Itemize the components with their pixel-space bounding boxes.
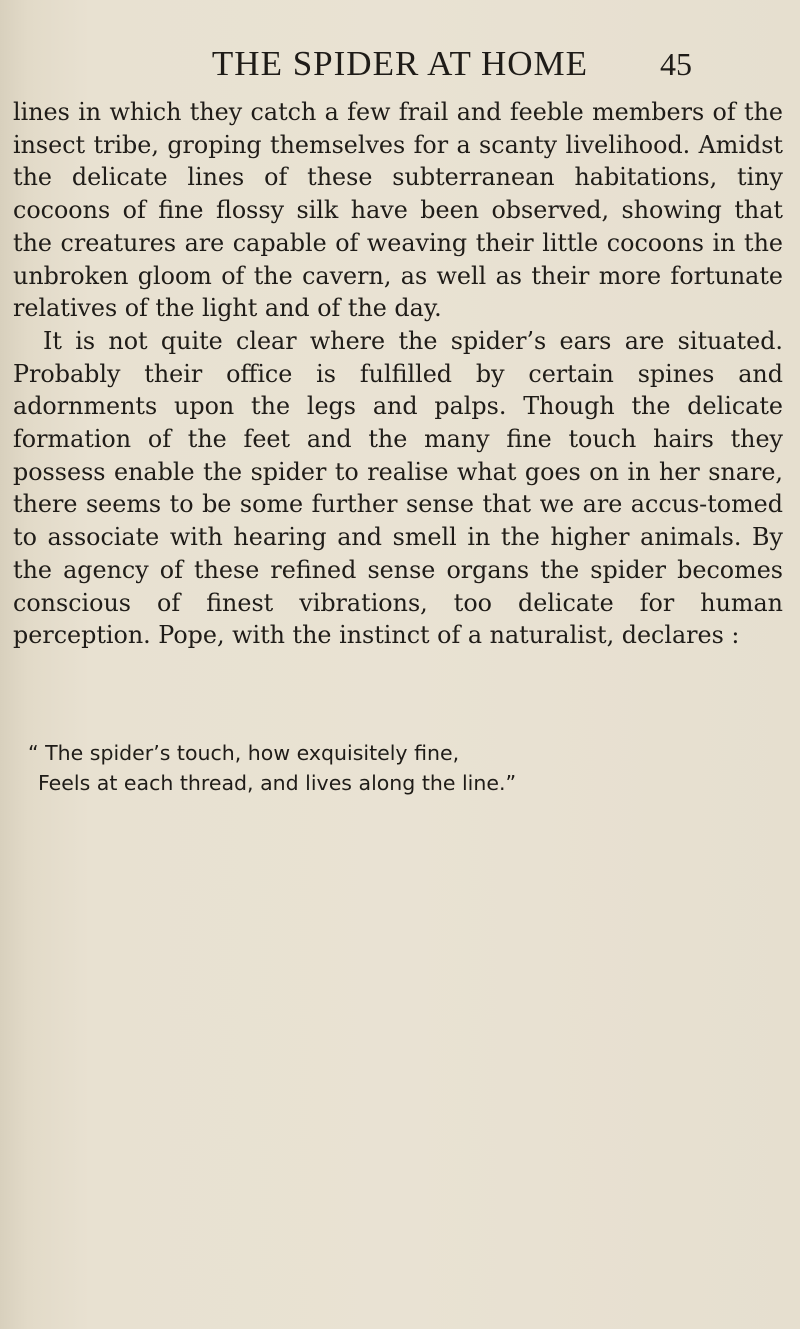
running-head [0,36,800,96]
verse-quotation [28,738,768,798]
quote-line-1: “ The spider’s touch, how exquisitely fine, [28,741,460,765]
paragraph-2: It is not quite clear where the spider’s ears are situated. Probably their office is fulfilled by certain spines and adornments upon the legs and palps. Though the delicate formation of the feet and the many fine touch hairs they possess enable the spider to realise what goes on in her snare, there seems to be some further sense that we are accus-tomed to associate with hearing and smell in the higher animals. By the agency of these refined sense organs the spider becomes conscious of finest vibrations, too delicate for human perception. Pope, with the instinct of a naturalist, declares : [13,326,783,650]
quote-line-2: Feels at each thread, and lives along the line.” [38,771,517,795]
paragraph-1: lines in which they catch a few frail and feeble members of the insect tribe, groping themselves for a scanty livelihood. Amidst the delicate lines of these subterranean habitations, tiny cocoons of fine flossy silk have been observed, showing that the creatures are capable of weaving their little cocoons in the unbroken gloom of the cavern, as well as their more fortunate relatives of the light and of the day. [13,98,783,323]
body-text [13,96,783,652]
page-title: THE SPIDER AT HOME [211,44,589,83]
page-number: 45 [660,46,692,82]
